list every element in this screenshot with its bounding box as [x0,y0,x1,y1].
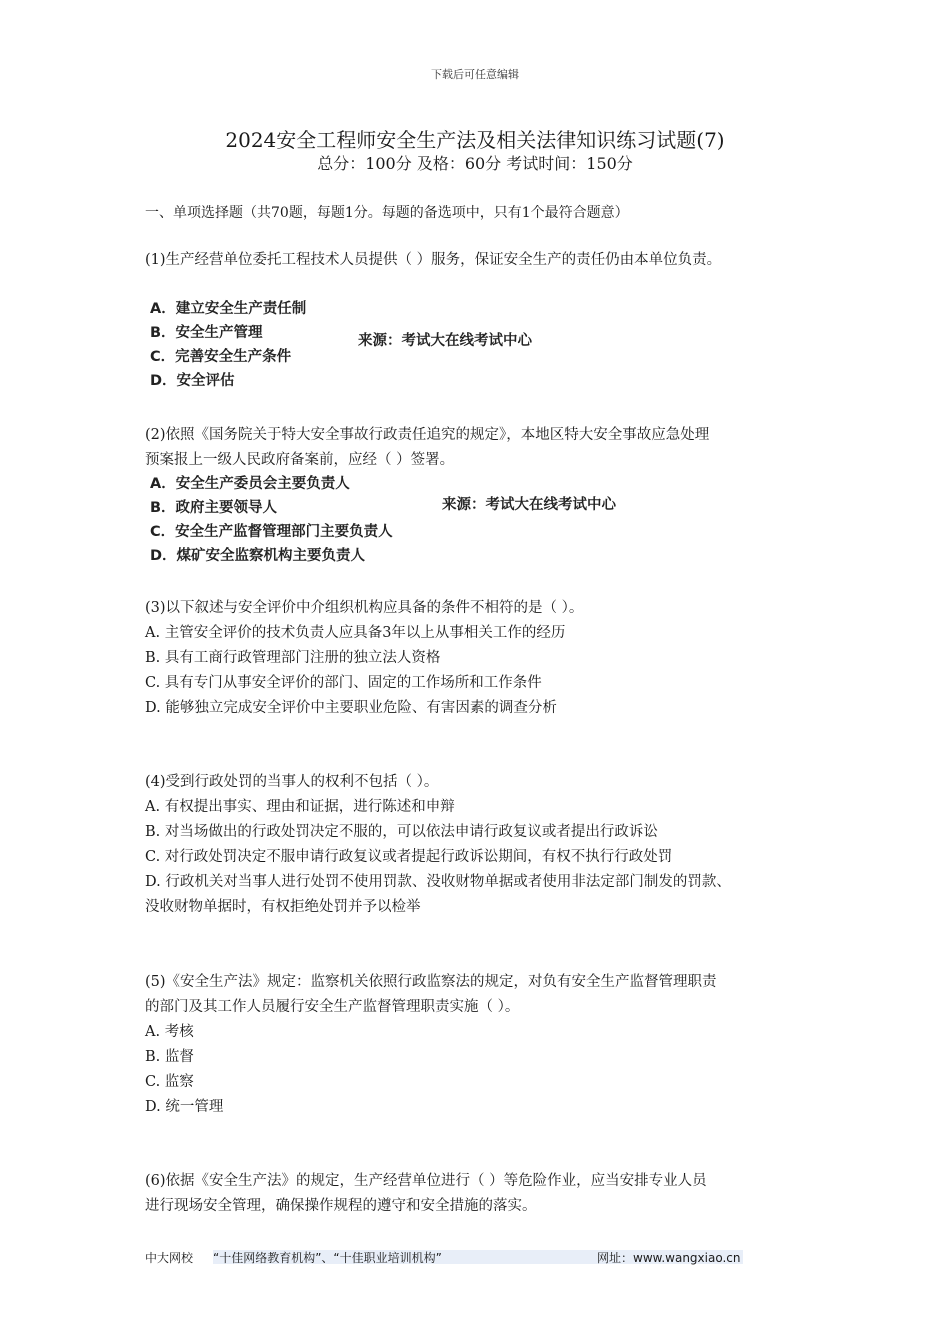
footer-website: 网址：www.wangxiao.cn [597,1251,741,1265]
header-note: 下载后可任意编辑 [431,68,519,81]
page-title: 2024安全工程师安全生产法及相关法律知识练习试题(7) [225,128,725,152]
question-1 [145,248,817,273]
source-watermark: 来源：考试大在线考试中心 [358,333,532,349]
option: C. 监察 [145,1074,194,1090]
option: D. 能够独立完成安全评价中主要职业危险、有害因素的调查分析 [145,700,557,716]
question-3 [145,596,817,721]
option: B. 监督 [145,1049,194,1065]
question-stem: (2)依照《国务院关于特大安全事故行政责任追究的规定》，本地区特大安全事故应急处理 [145,427,710,443]
question-stem: 预案报上一级人民政府备案前，应经（ ）签署。 [145,452,455,468]
question-stem: (6)依据《安全生产法》的规定，生产经营单位进行（ ）等危险作业，应当安排专业人员 [145,1173,707,1189]
question-5 [145,970,817,1120]
option: D．煤矿安全监察机构主要负责人 [150,548,366,564]
option: C. 具有专门从事安全评价的部门、固定的工作场所和工作条件 [145,675,542,691]
option: D．安全评估 [150,373,235,389]
exam-meta: 总分：100分 及格：60分 考试时间：150分 [317,154,633,173]
question-2-options [150,472,393,568]
question-6 [145,1169,817,1219]
question-4 [145,770,817,920]
source-watermark: 来源：考试大在线考试中心 [442,497,616,513]
option: A. 考核 [145,1024,194,1040]
option: A. 主管安全评价的技术负责人应具备3年以上从事相关工作的经历 [145,625,566,641]
option: A．建立安全生产责任制 [150,301,307,317]
question-1-options [150,297,306,393]
option: B．政府主要领导人 [150,500,278,516]
question-stem: (3)以下叙述与安全评价中介组织机构应具备的条件不相符的是（ ）。 [145,600,584,616]
question-2 [145,423,817,473]
question-stem: 进行现场安全管理，确保操作规程的遵守和安全措施的落实。 [145,1198,537,1214]
option: A．安全生产委员会主要负责人 [150,476,350,492]
option: B. 对当场做出的行政处罚决定不服的，可以依法申请行政复议或者提出行政诉讼 [145,824,658,840]
section-heading: 一、单项选择题（共70题，每题1分。每题的备选项中，只有1个最符合题意） [145,205,629,221]
footer-brand: 中大网校 [145,1251,194,1265]
option: D. 行政机关对当事人进行处罚不使用罚款、没收财物单据或者使用非法定部门制发的罚款、 [145,874,731,890]
option: A. 有权提出事实、理由和证据，进行陈述和申辩 [145,799,455,815]
option: B．安全生产管理 [150,325,263,341]
question-stem: 的部门及其工作人员履行安全生产监督管理职责实施（ ）。 [145,999,520,1015]
option: C. 对行政处罚决定不服申请行政复议或者提起行政诉讼期间，有权不执行行政处罚 [145,849,673,865]
option: 没收财物单据时，有权拒绝处罚并予以检举 [145,899,421,915]
footer-slogan: “十佳网络教育机构”、“十佳职业培训机构” [213,1251,442,1265]
page-footer [145,1249,845,1267]
option: C．完善安全生产条件 [150,349,292,365]
option: D. 统一管理 [145,1099,224,1115]
option: B. 具有工商行政管理部门注册的独立法人资格 [145,650,441,666]
option: C．安全生产监督管理部门主要负责人 [150,524,393,540]
question-stem: (1)生产经营单位委托工程技术人员提供（ ）服务，保证安全生产的责任仍由本单位负责。 [145,252,722,268]
question-stem: (5)《安全生产法》规定：监察机关依照行政监察法的规定，对负有安全生产监督管理职责 [145,974,717,990]
question-stem: (4)受到行政处罚的当事人的权利不包括（ ）。 [145,774,439,790]
